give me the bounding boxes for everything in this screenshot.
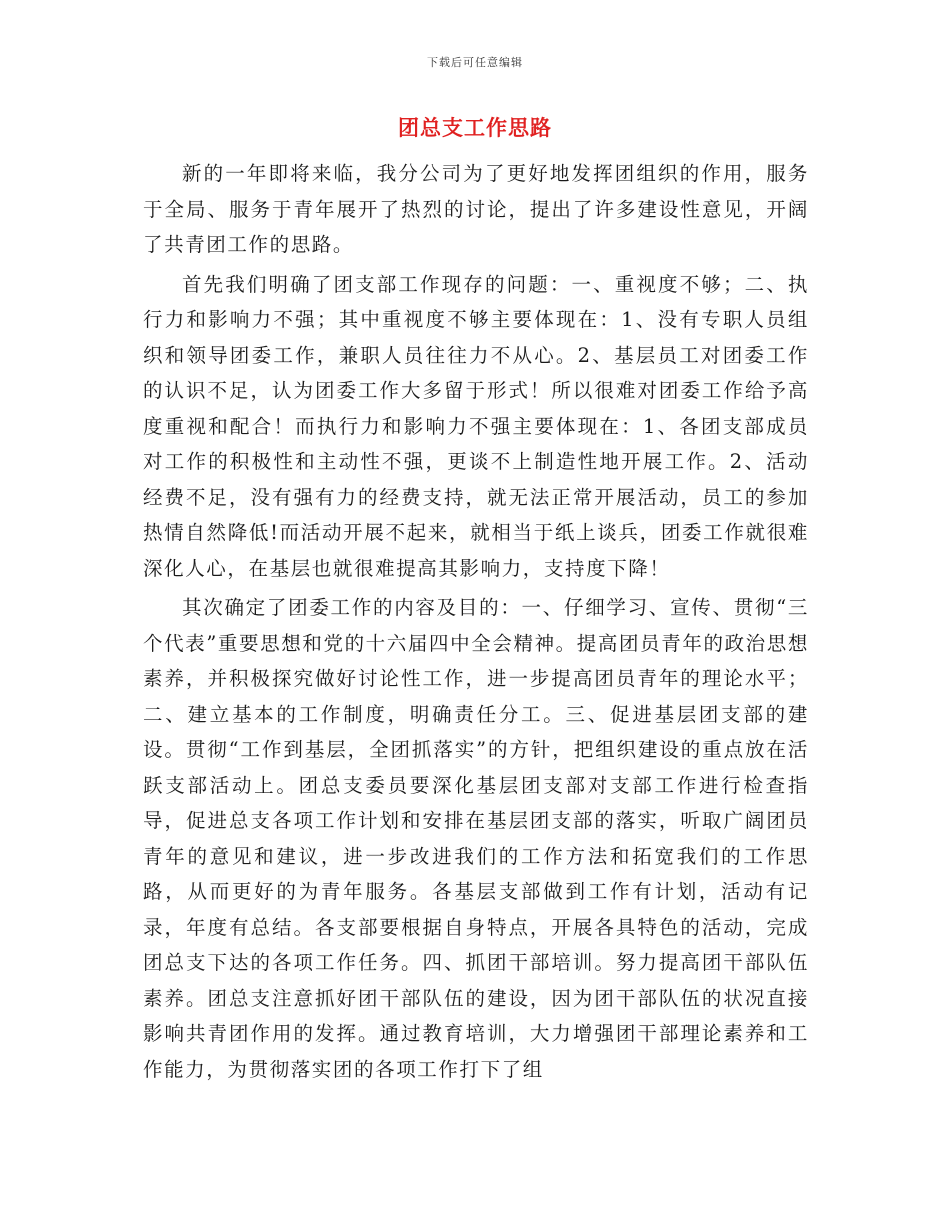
document-title: 团总支工作思路 bbox=[398, 115, 552, 140]
paragraph-problems: 首先我们明确了团支部工作现存的问题：一、重视度不够；二、执行力和影响力不强；其中重视度不够主要体现在：1、没有专职人员组织和领导团委工作，兼职人员往往力不从心。2、基层员工对团委工作的认识不足，认为团委工作大多留于形式！所以很难对团委工作给予高度重视和配合！而执行力和影响力不强主要体现在：1、各团支部成员对工作的积极性和主动性不强，更谈不上制造性地开展工作。2、活动经费不足，没有强有力的经费支持，就无法正常开展活动，员工的参加热情自然降低!而活动开展不起来，就相当于纸上谈兵，团委工作就很难深化人心，在基层也就很难提高其影响力，支持度下降！ bbox=[143, 272, 809, 580]
paragraph-intro: 新的一年即将来临，我分公司为了更好地发挥团组织的作用，服务于全局、服务于青年展开了热烈的讨论，提出了许多建设性意见，开阔了共青团工作的思路。 bbox=[143, 162, 809, 256]
document-body bbox=[143, 156, 809, 1091]
paragraph-goals: 其次确定了团委工作的内容及目的：一、仔细学习、宣传、贯彻“三个代表”重要思想和党的十六届四中全会精神。提高团员青年的政治思想素养，并积极探究做好讨论性工作，进一步提高团员青年的理论水平；二、建立基本的工作制度，明确责任分工。三、促进基层团支部的建设。贯彻“工作到基层，全团抓落实”的方针，把组织建设的重点放在活跃支部活动上。团总支委员要深化基层团支部对支部工作进行检查指导，促进总支各项工作计划和安排在基层团支部的落实，听取广阔团员青年的意见和建议，进一步改进我们的工作方法和拓宽我们的工作思路，从而更好的为青年服务。各基层支部做到工作有计划，活动有记录，年度有总结。各支部要根据自身特点，开展各具特色的活动，完成团总支下达的各项工作任务。四、抓团干部培训。努力提高团干部队伍素养。团总支注意抓好团干部队伍的建设，因为团干部队伍的状况直接影响共青团作用的发挥。通过教育培训，大力增强团干部理论素养和工作能力，为贯彻落实团的各项工作打下了组 bbox=[143, 596, 809, 1081]
header-note: 下载后可任意编辑 bbox=[427, 56, 523, 69]
